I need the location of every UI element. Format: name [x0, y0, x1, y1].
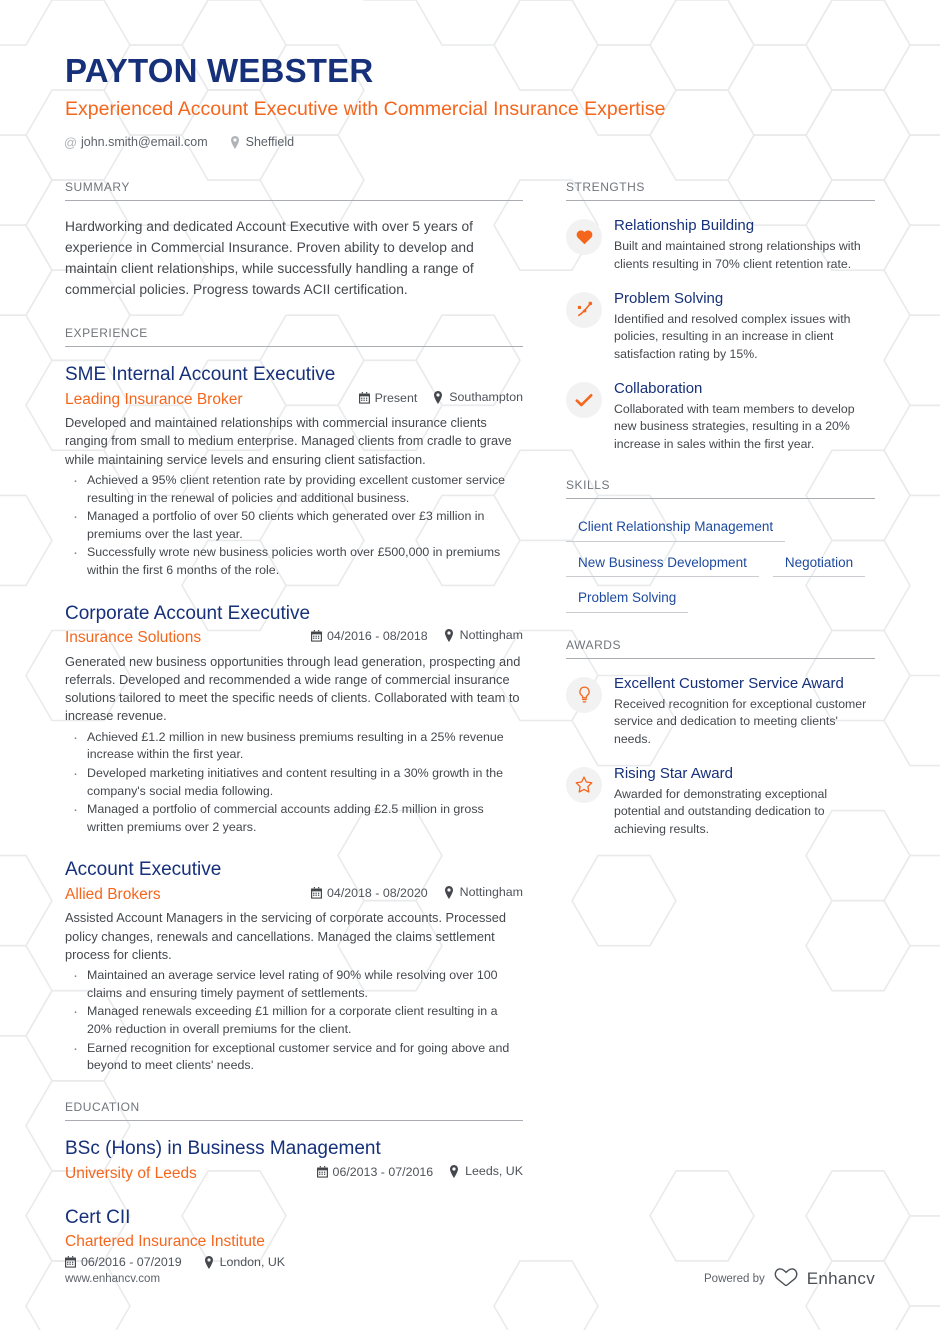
section-strengths — [566, 180, 875, 453]
experience-bullet-list — [65, 729, 523, 837]
experience-location-text: Nottingham — [459, 885, 523, 900]
experience-job-title: SME Internal Account Executive — [65, 364, 336, 386]
experience-bullet: · Developed marketing initiatives and content resulting in a 30% growth in the company's social media following. — [65, 765, 523, 800]
strength-body — [614, 290, 875, 363]
education-entry — [65, 1206, 523, 1269]
experience-bullet-list — [65, 967, 523, 1075]
section-awards — [566, 638, 875, 838]
strength-title: Collaboration — [614, 380, 703, 398]
experience-bullet: · Earned recognition for exceptional customer service and for going above and beyond to meet clients' needs. — [65, 1040, 523, 1075]
page-footer — [65, 1268, 875, 1290]
location-pin-icon — [230, 136, 241, 149]
awards-list — [566, 675, 875, 838]
section-heading-experience: EXPERIENCE — [65, 326, 523, 347]
summary-text: Hardworking and dedicated Account Executive with over 5 years of experience in Commercial Insurance. Proven ability to develop and maintain client relationships, while successfully handling a range of commercial policies. Progress towards ACII certification. — [65, 219, 474, 298]
section-heading-skills: SKILLS — [566, 478, 875, 499]
section-heading-awards: AWARDS — [566, 638, 875, 659]
location-pin-icon — [444, 629, 455, 641]
award-description: Awarded for demonstrating exceptional potential and outstanding dedication to achieving results. — [614, 786, 828, 836]
education-degree: Cert CII — [65, 1206, 131, 1228]
calendar-icon — [65, 1256, 76, 1268]
strength-body — [614, 380, 875, 453]
experience-location-text: Nottingham — [459, 628, 523, 643]
star-outline-icon — [566, 767, 602, 803]
experience-list — [65, 363, 523, 1075]
experience-job-title: Account Executive — [65, 859, 222, 881]
education-date-text: 06/2016 - 07/2019 — [81, 1254, 182, 1269]
strength-description: Collaborated with team members to develop new business strategies, resulting in a 20% increase in sales within the first year. — [614, 401, 855, 451]
experience-entry — [65, 363, 523, 579]
award-title: Rising Star Award — [614, 764, 733, 782]
experience-date — [359, 391, 418, 405]
education-meta-row — [65, 1164, 523, 1184]
experience-bullet: · Managed a portfolio of commercial accounts adding £2.5 million in gross written premiums over 2 years. — [65, 801, 523, 836]
location-pin-icon — [433, 391, 444, 403]
experience-location-text: Southampton — [449, 389, 523, 404]
education-entry — [65, 1137, 523, 1184]
experience-company: Insurance Solutions — [65, 629, 202, 647]
check-icon — [566, 382, 602, 418]
experience-date-text: 04/2016 - 08/2018 — [327, 629, 428, 644]
experience-entry — [65, 602, 523, 837]
resume-columns — [65, 180, 875, 1293]
education-institution: University of Leeds — [65, 1164, 197, 1182]
location-pin-icon — [204, 1256, 215, 1268]
experience-company: Allied Brokers — [65, 886, 161, 904]
experience-bullet: · Achieved £1.2 million in new business premiums resulting in a 25% revenue increase within the first year. — [65, 729, 523, 764]
heart-icon — [566, 219, 602, 255]
award-item — [566, 765, 875, 838]
left-column — [65, 180, 523, 1293]
education-location-text: London, UK — [219, 1254, 286, 1269]
section-heading-education: EDUCATION — [65, 1100, 523, 1121]
location-pin-icon — [449, 1165, 460, 1177]
experience-meta-row — [65, 390, 523, 410]
strengths-list — [566, 217, 875, 453]
education-location — [449, 1164, 523, 1178]
experience-bullet: · Maintained an average service level rating of 90% while resolving over 100 claims and ensuring timely payment of settlements. — [65, 967, 523, 1002]
strength-description: Identified and resolved complex issues with policies, resulting in an increase in client satisfaction rating by 15%. — [614, 311, 851, 361]
experience-bullet-list — [65, 472, 523, 580]
calendar-icon — [311, 630, 322, 642]
section-summary — [65, 180, 523, 301]
experience-bullet: · Managed renewals exceeding £1 million for a corporate client resulting in a 20% reduction in overall premiums for the client. — [65, 1003, 523, 1038]
experience-job-title: Corporate Account Executive — [65, 602, 311, 624]
contact-location-text: Sheffield — [245, 135, 295, 150]
award-title: Excellent Customer Service Award — [614, 674, 844, 692]
calendar-icon — [359, 392, 370, 404]
strength-title: Problem Solving — [614, 289, 724, 307]
calendar-icon — [317, 1166, 328, 1178]
strength-title: Relationship Building — [614, 217, 755, 235]
experience-description: Assisted Account Managers in the servicing of corporate accounts. Processed policy changes, renewals and cancellations. Managed the claims settlement process for clients. — [65, 910, 507, 962]
candidate-headline: Experienced Account Executive with Commercial Insurance Expertise — [65, 97, 666, 120]
education-date — [65, 1255, 182, 1269]
experience-company: Leading Insurance Broker — [65, 390, 243, 408]
footer-website[interactable]: www.enhancv.com — [65, 1273, 161, 1285]
award-description: Received recognition for exceptional customer service and dedication to meeting clients' needs. — [614, 696, 867, 746]
calendar-icon — [311, 887, 322, 899]
award-item — [566, 675, 875, 748]
skill-tag: New Business Development — [566, 551, 759, 578]
experience-bullet: · Successfully wrote new business policies worth over £500,000 in premiums within the first 6 months of the role. — [65, 544, 523, 579]
experience-location — [444, 885, 523, 899]
candidate-name: PAYTON WEBSTER — [65, 52, 374, 89]
enhancv-logo — [774, 1268, 875, 1290]
education-degree: BSc (Hons) in Business Management — [65, 1137, 381, 1159]
skills-list — [566, 515, 875, 613]
education-date-text: 06/2013 - 07/2016 — [332, 1164, 434, 1179]
experience-description: Developed and maintained relationships with commercial insurance clients ranging from small to medium enterprise. Managed clients from cradle to grave while maintaining service levels and ensuring client satisfaction. — [65, 415, 512, 467]
experience-bullet: · Managed a portfolio of over 50 clients which generated over £3 million in premiums over the last year. — [65, 508, 523, 543]
contact-row — [65, 135, 875, 149]
problem-solving-icon — [566, 292, 602, 328]
resume-header — [65, 52, 875, 149]
at-icon: @ — [63, 134, 78, 150]
enhancv-wordmark: Enhancv — [806, 1269, 875, 1288]
education-list — [65, 1137, 523, 1269]
education-institution: Chartered Insurance Institute — [65, 1233, 265, 1251]
strength-description: Built and maintained strong relationships with clients resulting in 70% client retention rate. — [614, 239, 861, 271]
experience-date — [311, 629, 428, 643]
experience-meta-row — [65, 628, 523, 648]
footer-branding — [704, 1268, 875, 1290]
experience-entry — [65, 858, 523, 1074]
experience-location — [444, 628, 523, 642]
experience-date-text: Present — [374, 390, 418, 405]
skill-tag: Problem Solving — [566, 586, 688, 613]
section-education — [65, 1100, 523, 1269]
award-body — [614, 765, 875, 838]
skill-tag: Negotiation — [773, 551, 865, 578]
location-pin-icon — [444, 886, 455, 898]
right-column — [566, 180, 875, 863]
experience-location — [433, 390, 523, 404]
strength-item — [566, 217, 875, 273]
education-location — [204, 1255, 285, 1269]
strength-item — [566, 380, 875, 453]
strength-body — [614, 217, 875, 273]
experience-meta-row — [65, 885, 523, 905]
contact-email[interactable] — [65, 135, 208, 149]
skill-tag: Client Relationship Management — [566, 515, 785, 542]
lightbulb-icon — [566, 677, 602, 713]
section-skills — [566, 478, 875, 613]
award-body — [614, 675, 875, 748]
experience-date-text: 04/2018 - 08/2020 — [327, 886, 428, 901]
section-experience — [65, 326, 523, 1075]
education-meta-row — [65, 1255, 523, 1269]
enhancv-mark-icon — [774, 1268, 800, 1290]
strength-item — [566, 290, 875, 363]
section-heading-summary: SUMMARY — [65, 180, 523, 201]
contact-email-text: john.smith@email.com — [81, 135, 208, 150]
footer-powered-by-label: Powered by — [704, 1273, 765, 1285]
experience-bullet: · Achieved a 95% client retention rate by providing excellent customer service resulting in the renewal of policies and additional business. — [65, 472, 523, 507]
contact-location — [230, 135, 294, 149]
education-date — [317, 1165, 434, 1179]
section-heading-strengths: STRENGTHS — [566, 180, 875, 201]
education-location-text: Leeds, UK — [465, 1163, 523, 1178]
experience-date — [311, 886, 428, 900]
experience-description: Generated new business opportunities through lead generation, prospecting and referrals. Developed and recommended a wide range of commercial insurance solutions tailored to meet the specific needs of clients. Collaborated with team to increase revenue. — [65, 653, 521, 724]
